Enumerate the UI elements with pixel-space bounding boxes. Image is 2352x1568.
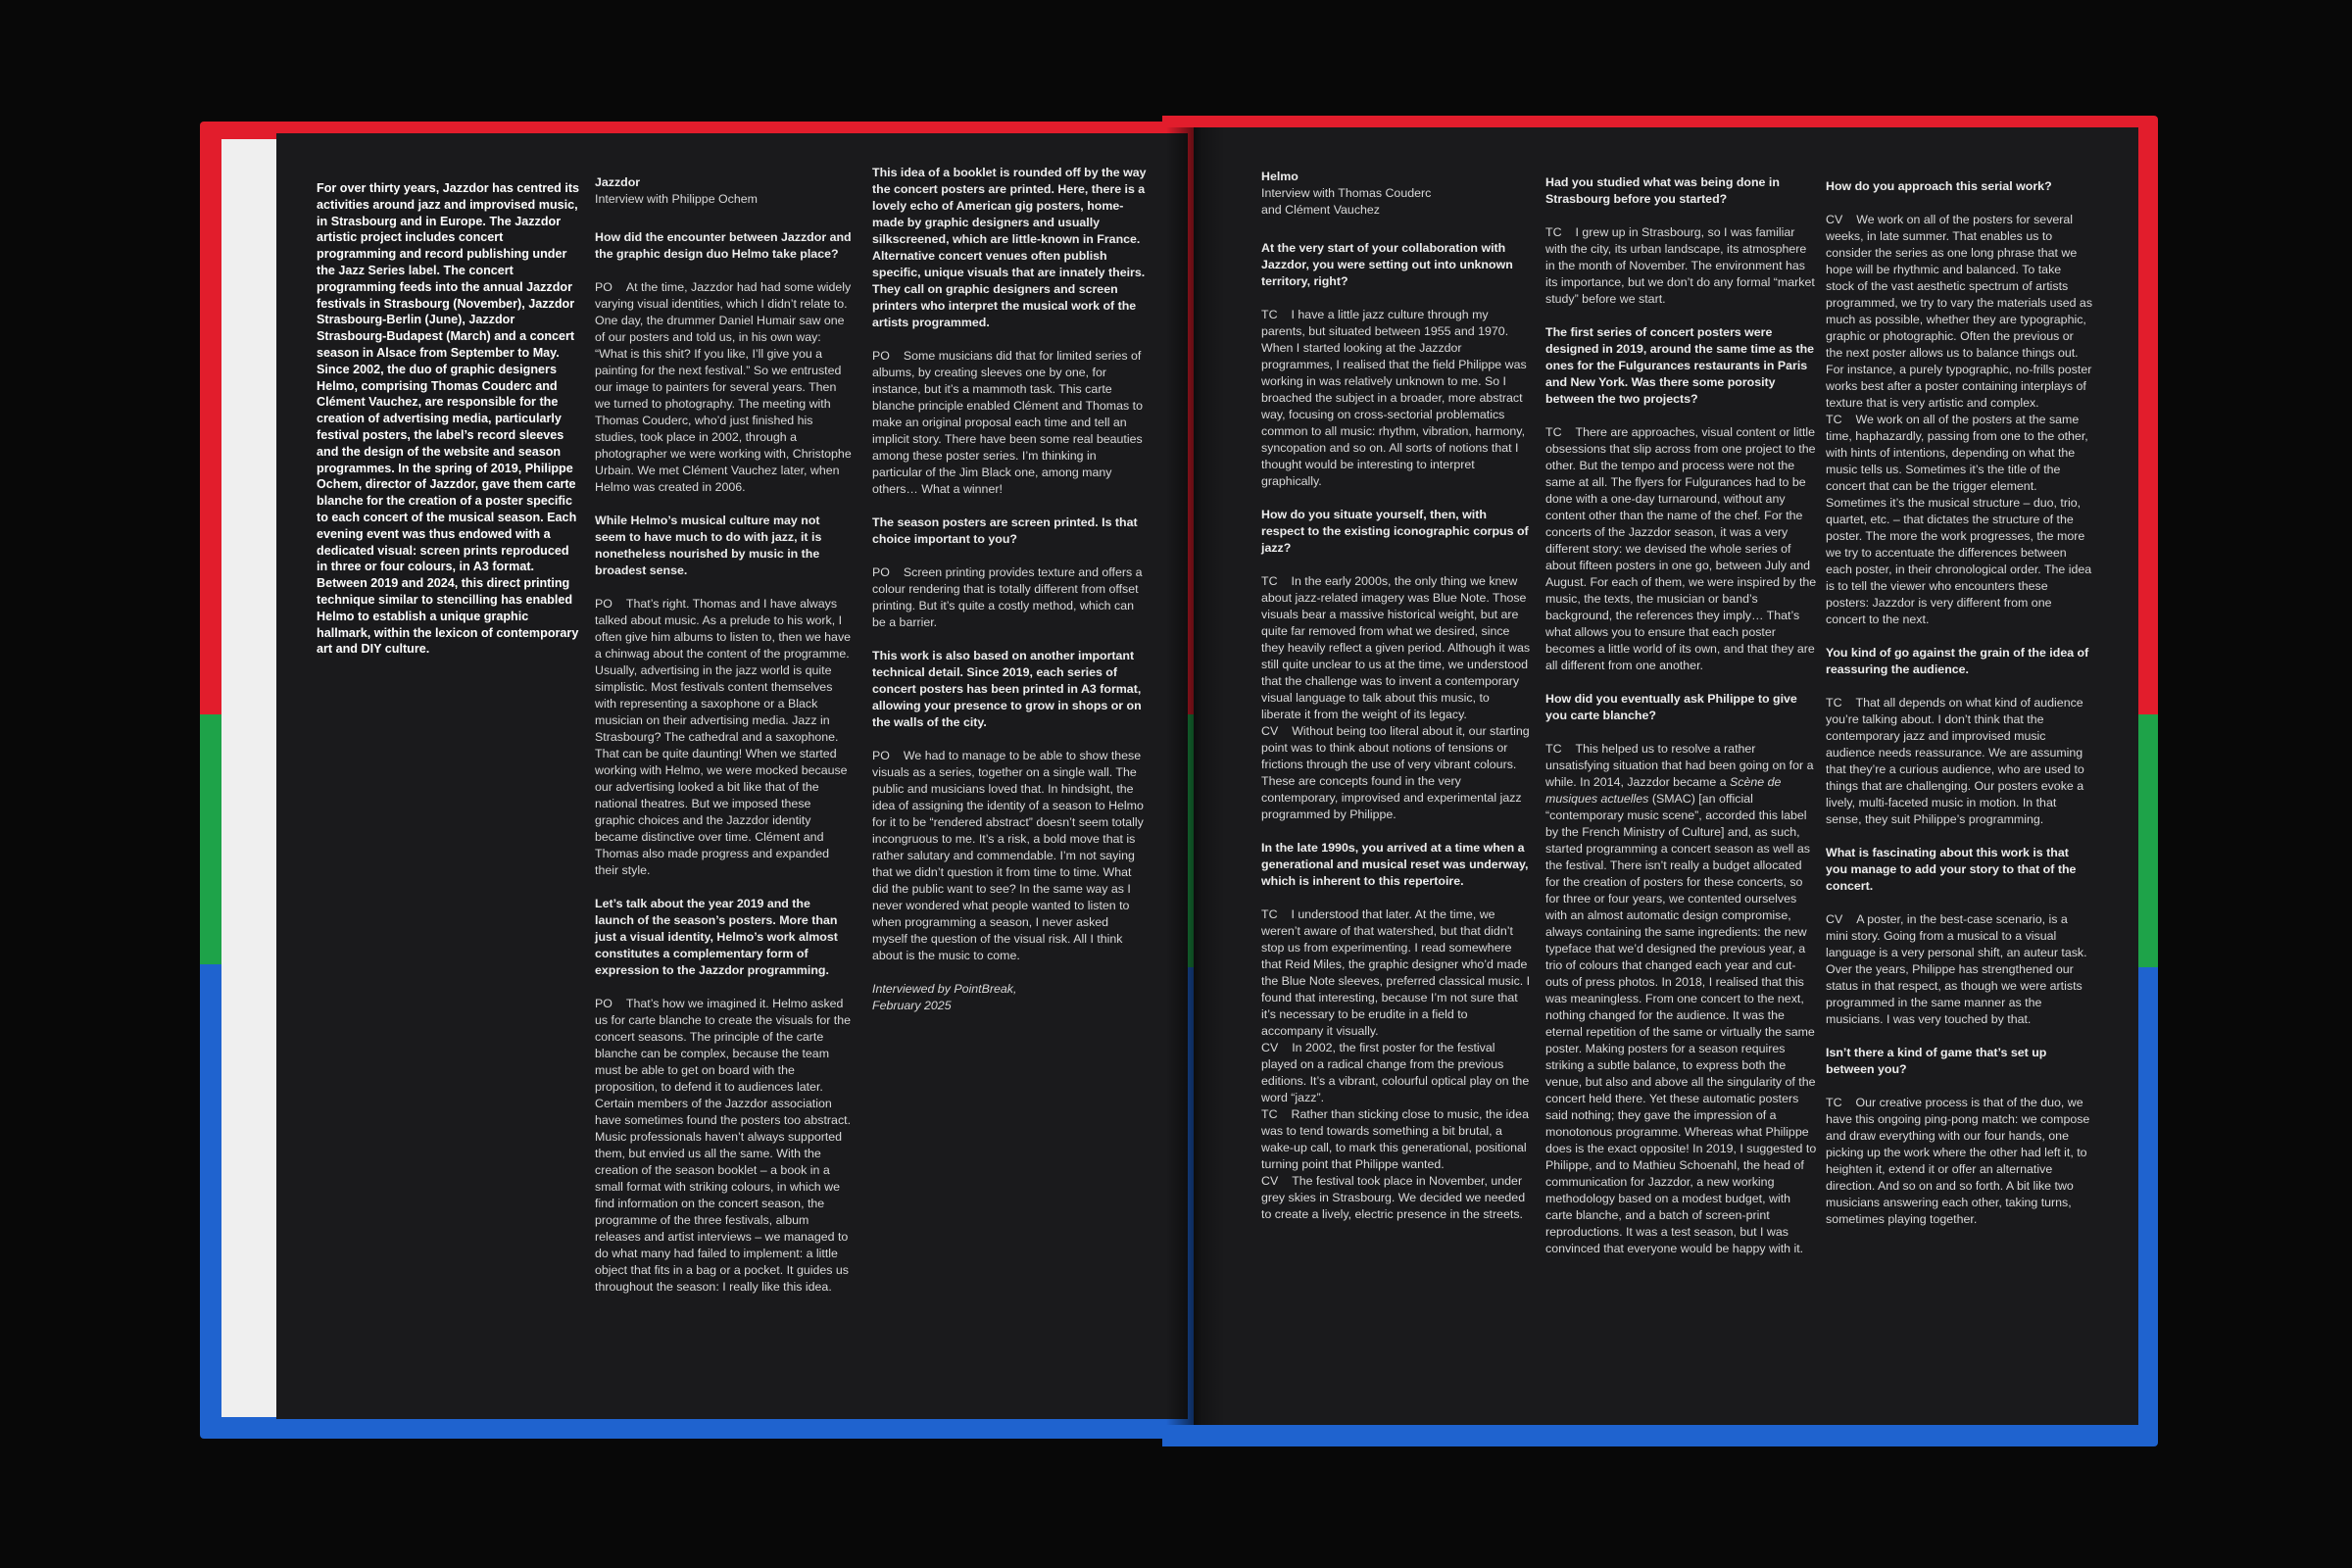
page-edge: [221, 139, 280, 1417]
speaker-label: PO: [872, 749, 890, 762]
speaker-label: PO: [872, 565, 890, 579]
question: How did you eventually ask Philippe to give you carte blanche?: [1545, 692, 1797, 722]
answer: (SMAC) [an official “contemporary music scene”, accorded this label by the French Ministry of Culture] and, as such, started programming a concert season as well as the festival. There isn’t really a budget allocated for the creation of posters for these concerts, so for three or four years, we contented ourselves with an almost automatic design compromise, always containing the same ingredients: the new typeface that we’d designed the previous year, a trio of colours that changed each year and cut-outs of press photos. In 2018, I realised that this was meaningless. From one concert to the next, nothing changed for the audience. It was the eternal repetition of the same or virtually the same poster. Making posters for a season requires striking a subtle balance, to express both the venue, but also and above all the singularity of the concert held there. Yet these automatic posters said nothing; they gave the impression of a monotonous programme. Whereas what Philippe does is the exact opposite! In 2019, I suggested to Philippe, and to Mathieu Schoenahl, the head of communication for Jazzdor, a new working methodology based on a modest budget, with carte blanche, and a batch of screen-print reproductions. It was a test season, but I was convinced that everyone would be happy with it.: [1545, 792, 1817, 1255]
question: Let’s talk about the year 2019 and the launch of the season’s posters. More than just a visual identity, Helmo’s work almost constitutes a complementary form of expression to the Jazzdor programming.: [595, 897, 838, 977]
speaker-label: PO: [595, 997, 612, 1010]
interview-subtitle: Interview with Philippe Ochem: [595, 192, 758, 206]
speaker-label: CV: [1261, 1041, 1279, 1054]
helmo-interview-column-3: [1826, 178, 2092, 1245]
speaker-label: CV: [1826, 912, 1843, 926]
answer: Without being too literal about it, our starting point was to think about notions of tensions or frictions through the use of very vibrant colours. These are concepts found in the very contemporary, improvised and experimental jazz programmed by Philippe.: [1261, 724, 1530, 821]
answer: We had to manage to be able to show these visuals as a series, together on a single wall. The public and musicians loved that. In hindsight, the idea of assigning the identity of a season to Helmo for it to be “rendered abstract” doesn’t seem totally incongruous to me. It’s a risk, a bold move that is rather salutary and commendable. I’m not saying that we didn’t question it from time to time. What did the public want to see? In the same way as I never wondered what people wanted to listen to when programming a season, I never asked myself the question of the visual risk. All I think about is the music to come.: [872, 749, 1144, 962]
answer: Our creative process is that of the duo, we have this ongoing ping-pong match: we compose and draw everything with our four hands, one picking up the work where the other had left it, to heighten it, extend it or offer an alternative direction. And so on and so forth. A bit like two musicians answering each other, taking turns, sometimes playing together.: [1826, 1096, 2090, 1226]
helmo-interview-column-2: [1545, 174, 1818, 1274]
spine-gutter: [1166, 127, 1225, 1425]
answer: In the early 2000s, the only thing we knew about jazz-related imagery was Blue Note. Those visuals bear a massive historical weight, but are quite far removed from what we desired, since they heavily reflect a given period. Although it was still quite unclear to us at the time, we understood that the challenge was to invent a contemporary visual language to talk about this music, to liberate it from the weight of its legacy.: [1261, 574, 1531, 721]
answer: Rather than sticking close to music, the idea was to tend towards something a bit brutal, a wake-up call, to mark this generational, positional turning point that Philippe wanted.: [1261, 1107, 1529, 1171]
speaker-label: TC: [1261, 907, 1278, 921]
answer: That’s right. Thomas and I have always talked about music. As a prelude to his work, I often give him albums to listen to, then we have a chinwag about the content of the programme. Usually, advertising in the jazz world is quite simplistic. Most festivals content themselves with representing a saxophone or a Black musician on their advertising media. Jazz in Strasbourg? The cathedral and a saxophone. That can be quite daunting! When we started working with Helmo, we were mocked because our advertising looked a bit like that of the national theatres. But we imposed these graphic choices and the Jazzdor identity became distinctive over time. Clément and Thomas also made progress and expanded their style.: [595, 597, 852, 877]
answer: Screen printing provides texture and offers a colour rendering that is totally different from offset printing. But it’s quite a costly method, which can be a barrier.: [872, 565, 1143, 629]
question: You kind of go against the grain of the idea of reassuring the audience.: [1826, 646, 2089, 676]
question: What is fascinating about this work is that you manage to add your story to that of the concert.: [1826, 846, 2077, 893]
speaker-label: TC: [1261, 1107, 1278, 1121]
interview-title: Helmo: [1261, 170, 1298, 183]
answer: That’s how we imagined it. Helmo asked us for carte blanche to create the visuals for the concert seasons. The principle of the carte blanche can be complex, because the team must be able to get on board with the proposition, to defend it to audiences later. Certain members of the Jazzdor association have sometimes found the posters too abstract. Music professionals haven’t always supported them, but envied us all the same. With the creation of the season booklet – a book in a small format with striking colours, in which we find information on the concert season, the programme of the three festivals, album releases and artist interviews – we managed to do what many had failed to implement: a little object that fits in a bag or a pocket. It guides us throughout the season: I really like this idea.: [595, 997, 852, 1294]
jazzdor-interview-column: [595, 174, 852, 1312]
speaker-label: TC: [1826, 1096, 1842, 1109]
speaker-label: TC: [1826, 413, 1842, 426]
question: Had you studied what was being done in Strasbourg before you started?: [1545, 175, 1780, 206]
question: How do you approach this serial work?: [1826, 179, 2052, 193]
italic-term: Scène de musiques actuelles: [1545, 775, 1782, 806]
credit-line: Interviewed by PointBreak,: [872, 982, 1017, 996]
speaker-label: CV: [1826, 213, 1843, 226]
speaker-label: TC: [1261, 574, 1278, 588]
answer: We work on all of the posters at the same time, haphazardly, passing from one to the other, with hints of intentions, depending on what the music tells us. Sometimes it’s the title of the concert that can be the trigger element. Sometimes it’s the musical structure – duo, trio, quartet, etc. – that dictates the structure of the poster. The more the work progresses, the more we try to accentuate the differences between each poster, in their chronological order. The idea is to tell the viewer who encounters these posters: Jazzdor is very different from one concert to the next.: [1826, 413, 2092, 626]
question: While Helmo’s musical culture may not seem to have much to do with jazz, it is nonetheless nourished by music in the broadest sense.: [595, 514, 822, 577]
answer: I grew up in Strasbourg, so I was familiar with the city, its urban landscape, its atmosphere in the month of November. The environment has its importance, but we don’t do any formal “market study” before we start.: [1545, 225, 1815, 306]
answer: A poster, in the best-case scenario, is a mini story. Going from a musical to a visual language is a very personal shift, an auteur task. Over the years, Philippe has strengthened our status in that respect, as though we were artists programmed in the same manner as the musicians. I was very touched by that.: [1826, 912, 2087, 1026]
helmo-interview-column: [1261, 169, 1532, 1240]
question: Isn’t there a kind of game that’s set up between you?: [1826, 1046, 2047, 1076]
question: How do you situate yourself, then, with respect to the existing iconographic corpus of jazz?: [1261, 508, 1529, 555]
answer: There are approaches, visual content or little obsessions that slip across from one project to the other. But the tempo and process were not the same at all. The flyers for Fulgurances had to be done with a one-day turnaround, without any content other than the name of the chef. For the concerts of the Jazzdor season, it was a very different story: we devised the whole series of about fifteen posters in one go, between July and August. For each of them, we were inspired by the music, the texts, the musician or band’s background, the references they imply… That’s what allows you to ensure that each poster becomes a little world of its own, and that they are all different from one another.: [1545, 425, 1817, 672]
question: At the very start of your collaboration with Jazzdor, you were setting out into unknown territory, right?: [1261, 241, 1513, 288]
answer: The festival took place in November, under grey skies in Strasbourg. We decided we needed to create a lively, electric presence in the streets.: [1261, 1174, 1526, 1221]
speaker-label: TC: [1545, 425, 1562, 439]
answer: In 2002, the first poster for the festival played on a radical change from the previous editions. It’s a vibrant, colourful optical play on the word “jazz”.: [1261, 1041, 1530, 1104]
speaker-label: TC: [1826, 696, 1842, 710]
question: This work is also based on another important technical detail. Since 2019, each series of concert posters has been printed in A3 format, allowing your presence to grow in shops or on the walls of the city.: [872, 649, 1142, 729]
interview-subtitle: Interview with Thomas Couderc: [1261, 186, 1432, 200]
interview-subtitle: and Clément Vauchez: [1261, 203, 1380, 217]
question: This idea of a booklet is rounded off by the way the concert posters are printed. Here, there is a lovely echo of American gig posters, home-made by graphic designers and usually silkscreened, which are little-known in France. Alternative concert venues often publish specific, unique visuals that are innately theirs. They call on graphic designers and screen printers who interpret the musical work of the artists programmed.: [872, 166, 1147, 329]
answer: That all depends on what kind of audience you’re talking about. I don’t think that the contemporary jazz and improvised music audience needs reassurance. We are assuming that they’re a curious audience, who are used to things that are challenging. Our posters evoke a lively, multi-faceted music in motion. In that sense, they suit Philippe’s programming.: [1826, 696, 2084, 826]
question: The season posters are screen printed. Is that choice important to you?: [872, 515, 1138, 546]
question: The first series of concert posters were designed in 2019, around the same time as the ones for the Fulgurances restaurants in Paris and New York. Was there some porosity between the two projects?: [1545, 325, 1815, 406]
speaker-label: PO: [872, 349, 890, 363]
answer: I have a little jazz culture through my parents, but situated between 1955 and 1970. When I started looking at the Jazzdor programmes, I realised that the field Philippe was working in was relatively unknown to me. So I broached the subject in a broader, more abstract way, focusing on cross-sectorial problematics common to all music: rhythm, vibration, harmony, syncopation and so on. All sorts of notions that I thought would be interesting to interpret graphically.: [1261, 308, 1527, 488]
interview-title: Jazzdor: [595, 175, 641, 189]
question: How did the encounter between Jazzdor and the graphic design duo Helmo take place?: [595, 230, 852, 261]
speaker-label: CV: [1261, 724, 1279, 738]
speaker-label: CV: [1261, 1174, 1279, 1188]
answer: This helped us to resolve a rather unsatisfying situation that had been going on for a while. In 2014, Jazzdor became a: [1545, 742, 1814, 789]
answer: We work on all of the posters for several weeks, in late summer. That enables us to consider the series as one long phrase that we hope will be rhythmic and balanced. To take stock of the vast aesthetic spectrum of artists programmed, we try to vary the materials used as much as possible, whether they are typographic, graphic or photographic. Often the previous or the next poster allows us to balance things out. For instance, a purely typographic, no-frills poster works best after a poster containing interplays of texture that is very artistic and complex.: [1826, 213, 2093, 410]
speaker-label: TC: [1545, 742, 1562, 756]
speaker-label: PO: [595, 597, 612, 611]
speaker-label: PO: [595, 280, 612, 294]
speaker-label: TC: [1545, 225, 1562, 239]
answer: I understood that later. At the time, we weren’t aware of that watershed, but that didn’t stop us from experimenting. I read somewhere that Reid Miles, the graphic designer who’d made the Blue Note sleeves, preferred classical music. I found that interesting, because I’m not sure that it’s necessary to be erudite in a field to accompany it visually.: [1261, 907, 1531, 1038]
intro-text: For over thirty years, Jazzdor has centred its activities around jazz and improvised music, in Strasbourg and in Europe. The Jazzdor artistic project includes concert programming and record publishing under the Jazz Series label. The concert programming feeds into the annual Jazzdor festivals in Strasbourg (November), Jazzdor Strasbourg-Berlin (June), Jazzdor Strasbourg-Budapest (March) and a concert season in Alsace from September to May. Since 2002, the duo of graphic designers Helmo, comprising Thomas Couderc and Clément Vauchez, are responsible for the creation of advertising media, particularly festival posters, the label’s record sleeves and the design of the website and season programmes. In the spring of 2019, Philippe Ochem, director of Jazzdor, gave them carte blanche for the creation of a poster specific to each concert of the musical season. Each evening event was thus endowed with a dedicated visual: screen prints reproduced in three or four colours, in A3 format. Between 2019 and 2024, this direct printing technique similar to stencilling has enabled Helmo to establish a unique graphic hallmark, within the lexicon of contemporary art and DIY culture.: [317, 181, 580, 657]
intro-column: [317, 180, 581, 674]
credit-date: February 2025: [872, 999, 952, 1012]
question: In the late 1990s, you arrived at a time when a generational and musical reset was underway, which is inherent to this repertoire.: [1261, 841, 1529, 888]
jazzdor-interview-column-2: [872, 165, 1147, 1031]
answer: At the time, Jazzdor had had some widely varying visual identities, which I didn’t relate to. One day, the drummer Daniel Humair saw one of our posters and told us, in his own way: “What is this shit? If you like, I’ll give you a painting for the next festival.” So we entrusted our image to painters for several years. Then we turned to photography. The meeting with Thomas Couderc, who’d just finished his studies, took place in 2002, through a photographer we were working with, Christophe Urbain. We met Clément Vauchez later, when Helmo was created in 2006.: [595, 280, 852, 494]
answer: Some musicians did that for limited series of albums, by creating sleeves one by one, for instance, but it’s a mammoth task. This carte blanche principle enabled Clément and Thomas to make an original proposal each time and tell an implicit story. There have been some real beauties among these poster series. I’m thinking in particular of the Jim Black one, among many others… What a winner!: [872, 349, 1143, 496]
speaker-label: TC: [1261, 308, 1278, 321]
